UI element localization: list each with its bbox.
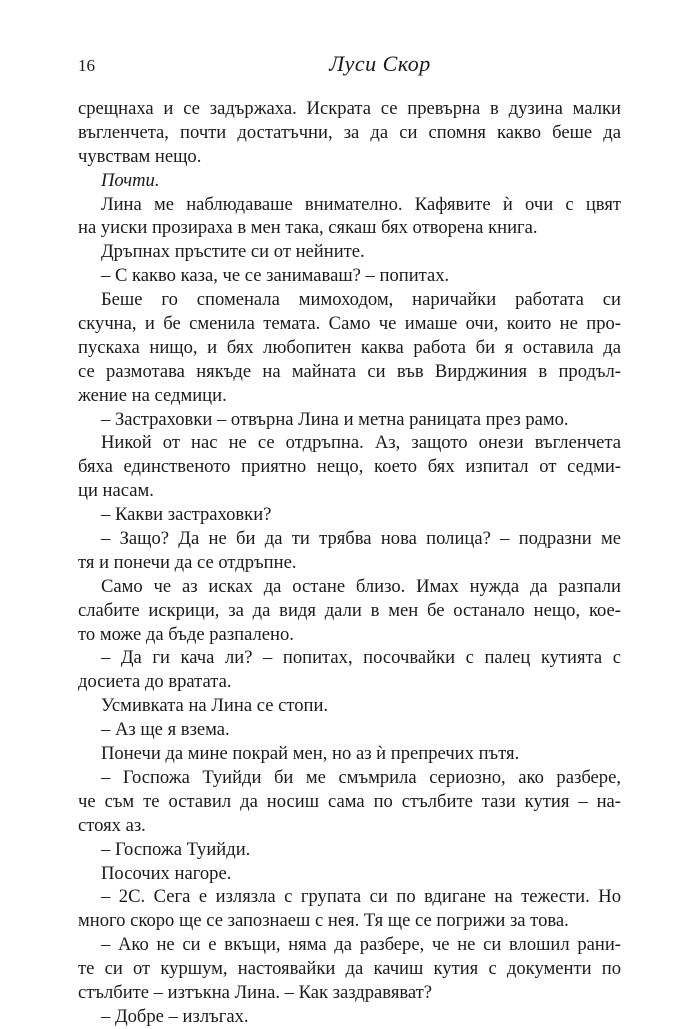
text-line: Понечи да мине покрай мен, но аз ѝ препречих пътя. (101, 743, 520, 765)
text-line: стоях аз. (78, 814, 146, 836)
text-line: пускаха нищо, и бях любопитен каква работа би я оставила да (78, 336, 621, 358)
text-line: тя и понечи да се отдръпне. (78, 551, 297, 573)
text-line: слабите искрици, за да видя дали в мен бе останало нещо, кое- (78, 599, 621, 621)
text-line: много скоро ще се запознаеш с нея. Тя ще се погрижи за това. (78, 910, 569, 932)
text-line: Посочих нагоре. (101, 862, 232, 884)
text-line: – С какво каза, че се занимаваш? – попитах. (101, 265, 450, 287)
text-line: – 2С. Сега е излязла с групата си по вдигане на тежести. Но (101, 886, 621, 908)
text-line: въгленчета, почти достатъчни, за да си спомня какво беше да (78, 121, 621, 143)
body-text (78, 97, 621, 1029)
text-line: – Какви застраховки? (101, 504, 272, 526)
text-line: Дръпнах пръстите си от нейните. (101, 241, 365, 263)
text-line: Лина ме наблюдаваше внимателно. Кафявите ѝ очи с цвят (101, 193, 621, 215)
text-line: – Застраховки – отвърна Лина и метна раницата през рамо. (101, 408, 569, 430)
text-line: – Госпожа Туийди би ме смъмрила сериозно, ако разбере, (101, 766, 621, 788)
text-line: Усмивката на Лина се стопи. (101, 695, 329, 717)
text-line: се размотава някъде на майната си във Вирджиния в продъл- (78, 360, 621, 382)
text-line: – Добре – излъгах. (101, 1005, 249, 1027)
text-line: Беше го споменала мимоходом, наричайки работата си (101, 289, 621, 311)
text-line: – Госпожа Туийди. (101, 838, 251, 860)
text-line: – Аз ще я взема. (101, 719, 230, 741)
text-line: жение на седмици. (78, 384, 227, 406)
text-line: – Ако не си е вкъщи, няма да разбере, че не си влошил рани- (101, 934, 621, 956)
text-line: ци насам. (78, 480, 154, 502)
text-line: то може да бъде разпалено. (78, 623, 294, 645)
text-line: срещнаха и се задържаха. Искрата се превърна в дузина малки (78, 98, 621, 119)
page-number: 16 (78, 56, 95, 75)
text-line: че съм те оставил да носиш сама по стълбите тази кутия – на- (78, 790, 621, 812)
text-line: Никой от нас не се отдръпна. Аз, защото онези въгленчета (101, 432, 621, 454)
text-line: Почти. (101, 169, 160, 191)
text-line: Само че аз исках да остане близо. Имах нужда да разпали (101, 575, 621, 597)
text-line: те си от куршум, настоявайки да качиш кутия с документи по (78, 958, 621, 980)
text-line: на уиски прозираха в мен така, сякаш бях отворена книга. (78, 217, 538, 239)
text-line: – Да ги кача ли? – попитах, посочвайки с палец кутията с (101, 647, 621, 669)
text-line: стълбите – изтъкна Лина. – Как заздравяват? (78, 981, 433, 1003)
text-line: чувствам нещо. (78, 145, 202, 167)
running-head-author: Луси Скор (329, 51, 431, 76)
text-line: досиета до вратата. (78, 671, 232, 693)
text-line: бяха единственото приятно нещо, което бях изпитал от седми- (78, 456, 621, 478)
text-line: – Защо? Да не би да ти трябва нова полица? – подразни ме (101, 528, 621, 550)
text-line: скучна, и бе сменила темата. Само че имаше очи, които не про- (78, 313, 621, 335)
